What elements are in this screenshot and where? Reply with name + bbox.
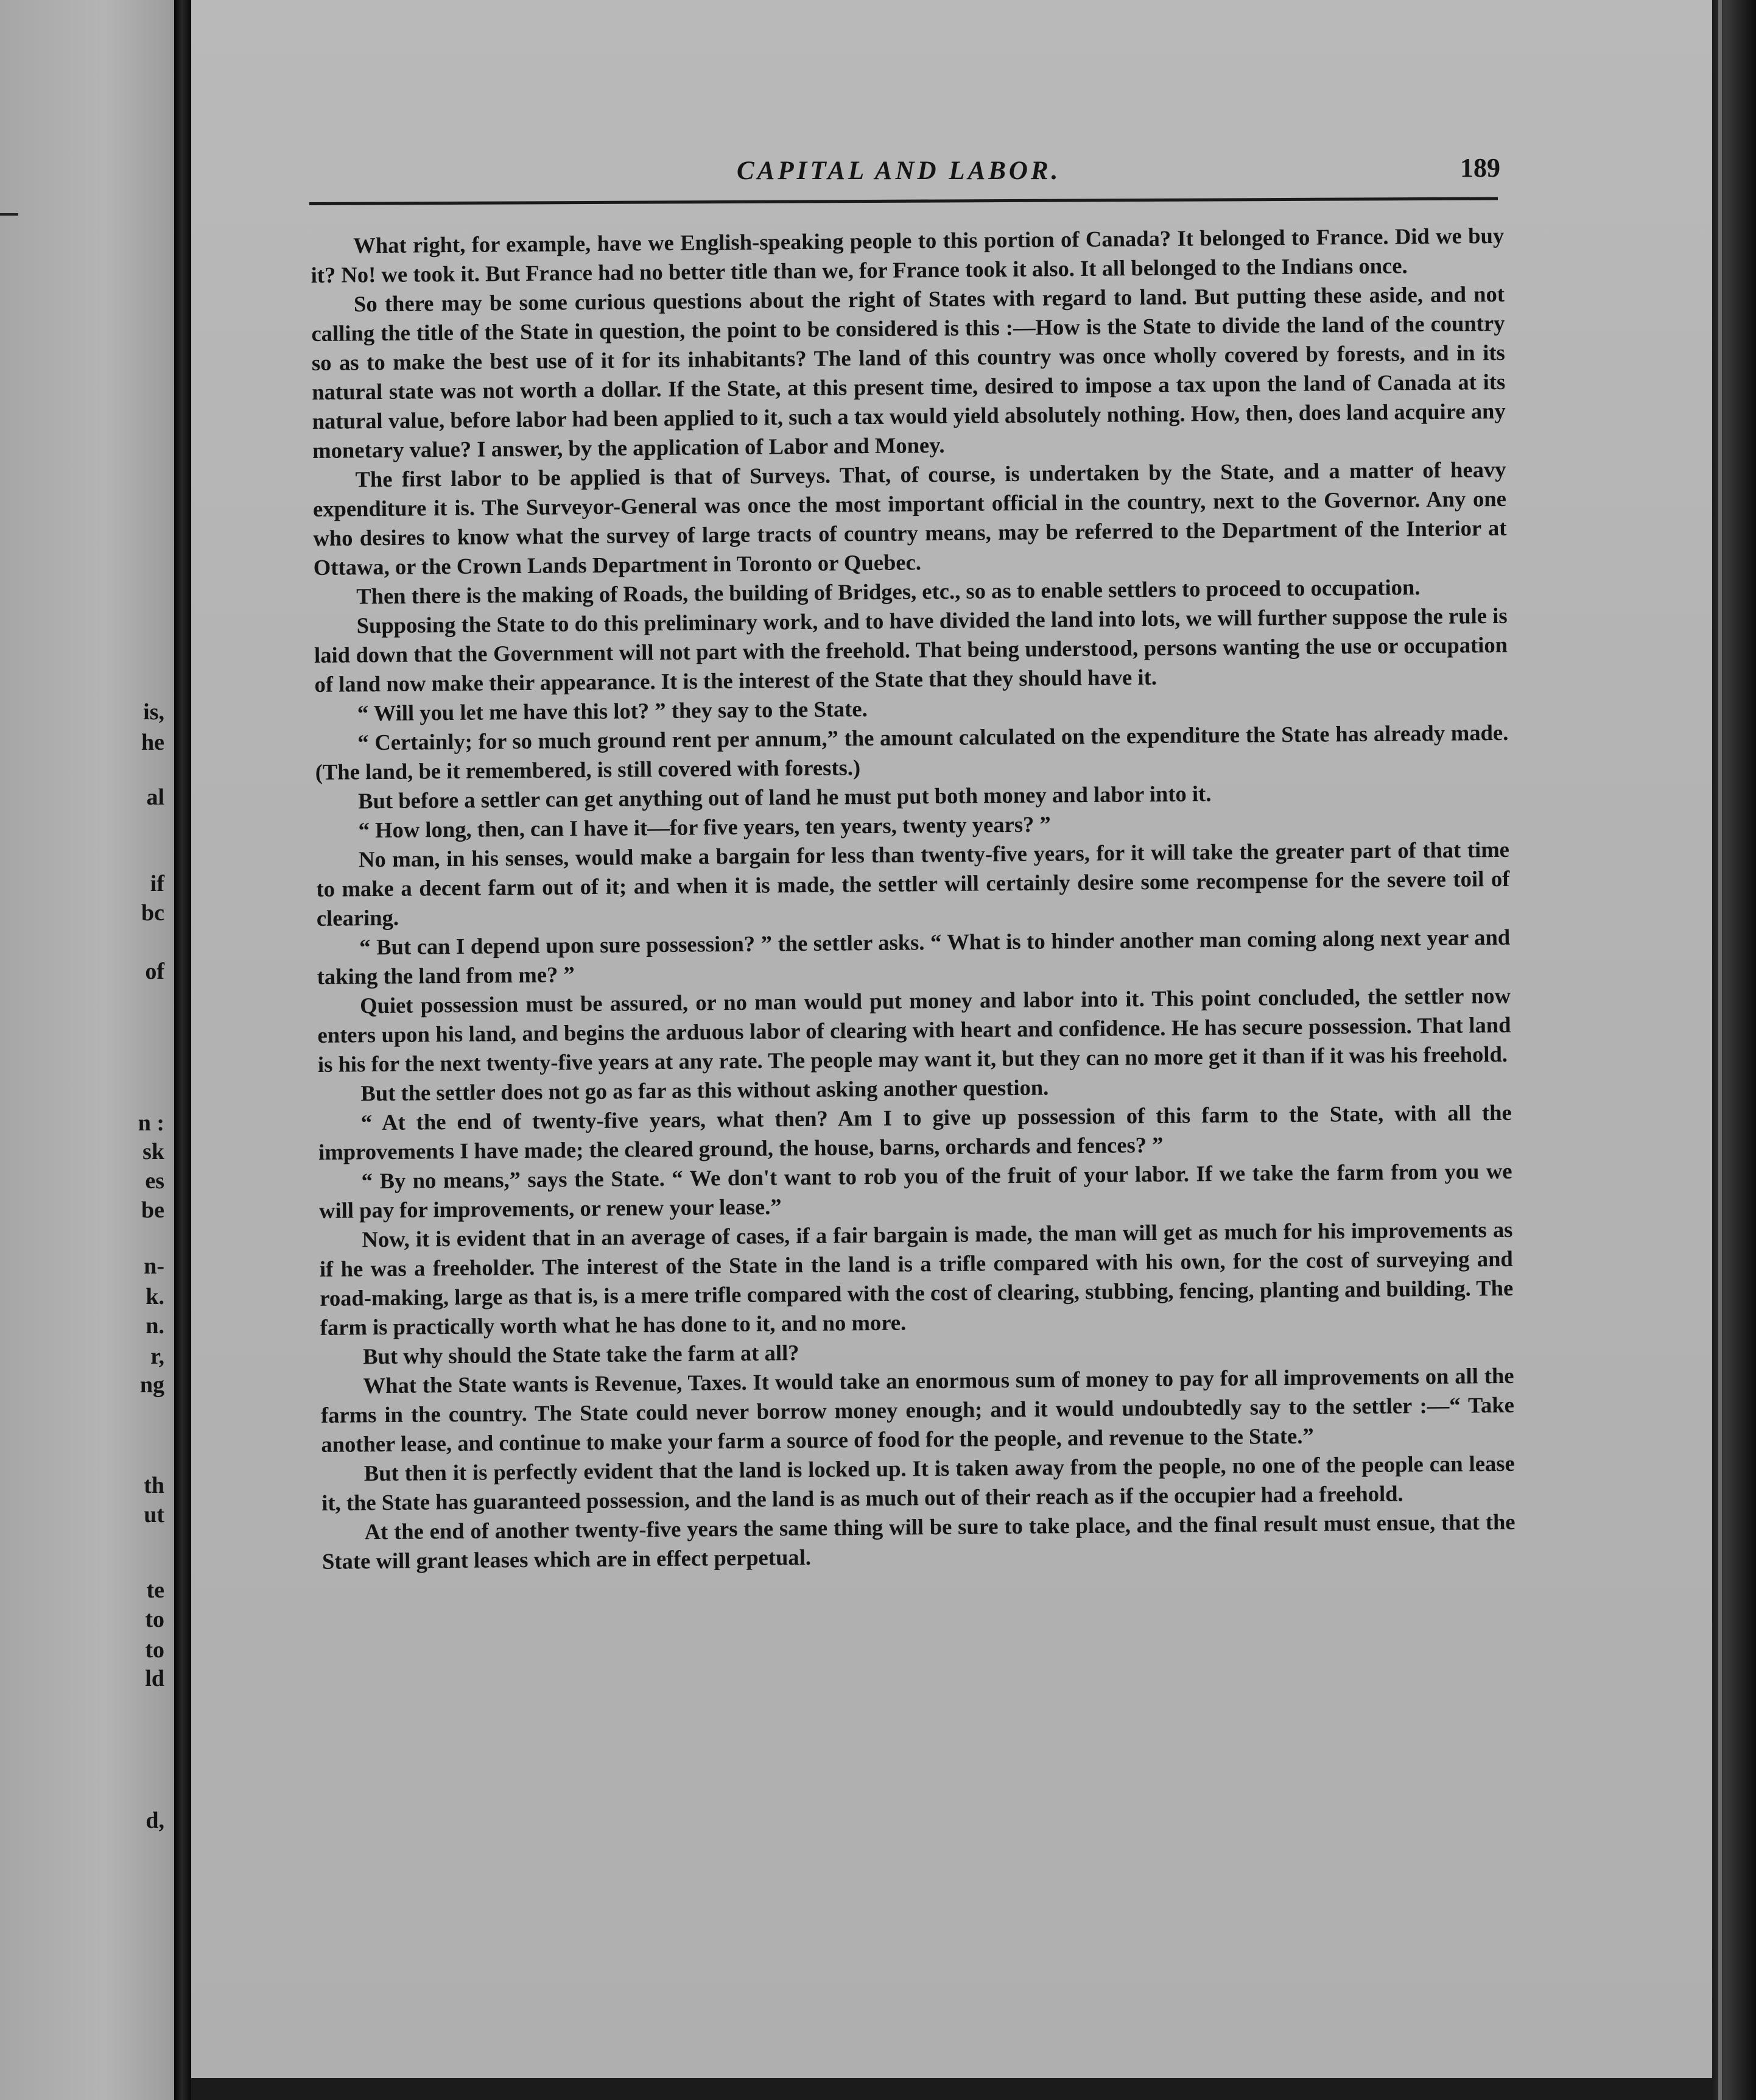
paragraph: What right, for example, have we English-speaking people to this portion of Canada? It belonged to France. Did we buy it? No! we took it. But France had no better title than we, for France took it also. It all belonged to the Indians once.	[311, 222, 1505, 287]
left-page-fragment: d,	[146, 1808, 164, 1833]
paragraph: No man, in his senses, would make a bargain for less than twenty-five years, for it will take the greater part of that time to make a decent farm out of it; and when it is made, the settler will certainly desire some recompense for the severe toil of clearing.	[316, 836, 1510, 931]
left-page-fragment: ut	[144, 1502, 164, 1527]
paragraph: Then there is the making of Roads, the building of Bridges, etc., so as to enable settlers to proceed to occupation.	[356, 574, 1421, 609]
paragraph: Supposing the State to do this preliminary work, and to have divided the land into lots, we will further suppose the rule is laid down that the Government will not part with the freehold. That being understood, persons wanting the use or occupation of land now make their appearance. It is the interest of the State that they should have it.	[314, 602, 1508, 697]
left-page-rule	[0, 213, 18, 216]
left-page-fragment: he	[141, 730, 164, 755]
left-page-fragment: if	[150, 871, 164, 897]
left-page-fragment: ng	[139, 1372, 164, 1398]
left-page-fragment: n :	[138, 1110, 164, 1136]
page-number: 189	[1460, 153, 1500, 183]
paragraph: Now, it is evident that in an average of cases, if a fair bargain is made, the man will get as much for his improvements as if he was a freeholder. The interest of the State in the land is a trifle compared with his own, for the cost of surveying and road-making, large as that is, is a mere trifle compared with the cost of clearing, stubbing, fencing, planting and building. The farm is practically worth what he has done to it, and no more.	[319, 1216, 1514, 1340]
paragraph: But then it is perfectly evident that the land is locked up. It is taken away from the people, no one of the people can lease it, the State has guaranteed possession, and the land is as much out of their reach as if the occupier had a freehold.	[321, 1450, 1515, 1515]
left-page-fragment: te	[146, 1577, 164, 1603]
paragraph: The first labor to be applied is that of Surveys. That, of course, is undertaken by the State, and a matter of heavy expenditure it is. The Surveyor-General was once the most important official in the country, next to the Governor. Any one who desires to know what the survey of large tracts of country means, may be referred to the Department of the Interior at Ottawa, or the Crown Lands Department in Toronto or Quebec.	[312, 456, 1507, 580]
paragraph: “ But can I depend upon sure possession? ” the settler asks. “ What is to hinder another man coming along next year and taking the land from me? ”	[317, 924, 1511, 989]
paragraph: What the State wants is Revenue, Taxes. It would take an enormous sum of money to pay for all improvements on all the farms in the country. The State could never borrow money enough; and it would undoubtedly say to the settler :—“ Take another lease, and continue to make your farm a source of food for the people, and revenue to the State.”	[320, 1362, 1515, 1457]
bottom-shadow	[191, 2078, 1712, 2100]
running-head: CAPITAL AND LABOR.	[737, 157, 1061, 185]
left-page-fragment: th	[144, 1473, 164, 1498]
book-gutter	[174, 0, 191, 2100]
paragraph: “ How long, then, can I have it—for five years, ten years, twenty years? ”	[358, 811, 1051, 843]
paragraph: “ At the end of twenty-five years, what then? Am I to give up possession of this farm to the State, with all the improvements I have made; the cleared ground, the house, barns, orchards and fences? ”	[318, 1099, 1512, 1165]
left-page-fragment: ld	[145, 1666, 164, 1691]
paragraph: But before a settler can get anything out of land he must put both money and labor into it.	[357, 781, 1212, 814]
left-page-fragment: r,	[150, 1344, 164, 1369]
paragraph: Quiet possession must be assured, or no man would put money and labor into it. This point concluded, the settler now enters upon his land, and begins the arduous labor of clearing with heart and confidence. He has secure possession. That land is his for the next twenty-five years at any rate. The people may want it, but they can no more get it than if it was his freehold.	[317, 982, 1511, 1077]
left-page-fragment: n-	[144, 1253, 164, 1279]
left-page-fragment: to	[145, 1637, 164, 1663]
left-page-fragment: k.	[146, 1284, 164, 1309]
paragraph: But why should the State take the farm at all?	[362, 1340, 799, 1369]
paragraph: At the end of another twenty-five years the same thing will be sure to take place, and the final result must ensue, that the State will grant leases which are in effect perpetual.	[321, 1509, 1515, 1574]
left-page-fragment: n.	[146, 1313, 164, 1339]
right-edge-line	[1718, 0, 1722, 2100]
paragraph: So there may be some curious questions about the right of States with regard to land. But putting these aside, and not calling the title of the State in question, the point to be considered is this :—How is the State to divide the land of the country so as to make the best use of it for its inhabitants? The land of this country was once wholly covered by forests, and in its natural state was not worth a dollar. If the State, at this present time, desired to impose a tax upon the land of Canada at its natural value, before labor had been applied to it, such a tax would yield absolutely nothing. How, then, does land acquire any monetary value? I answer, by the application of Labor and Money.	[311, 281, 1506, 463]
paragraph: But the settler does not go as far as this without asking another question.	[360, 1074, 1049, 1106]
left-page-fragment: bc	[141, 900, 164, 926]
body-text	[311, 221, 1515, 1576]
left-page-fragment: es	[145, 1168, 164, 1194]
left-page-fragment: is,	[143, 699, 164, 725]
left-page-fragment: sk	[142, 1139, 164, 1165]
left-page-edge	[0, 0, 174, 2100]
left-page-fragment: al	[146, 784, 164, 810]
paragraph: “ Certainly; for so much ground rent per annum,” the amount calculated on the expenditure the State has already made. (The land, be it remembered, is still covered with forests.)	[315, 719, 1509, 784]
left-page-fragment: of	[145, 959, 164, 984]
left-page-fragment: be	[141, 1197, 164, 1223]
left-page-fragment: to	[145, 1607, 164, 1632]
paragraph: “ Will you let me have this lot? ” they say to the State.	[357, 696, 868, 726]
paragraph: “ By no means,” says the State. “ We don't want to rob you of the fruit of your labor. If we take the farm from you we will pay for improvements, or renew your lease.”	[318, 1158, 1512, 1223]
